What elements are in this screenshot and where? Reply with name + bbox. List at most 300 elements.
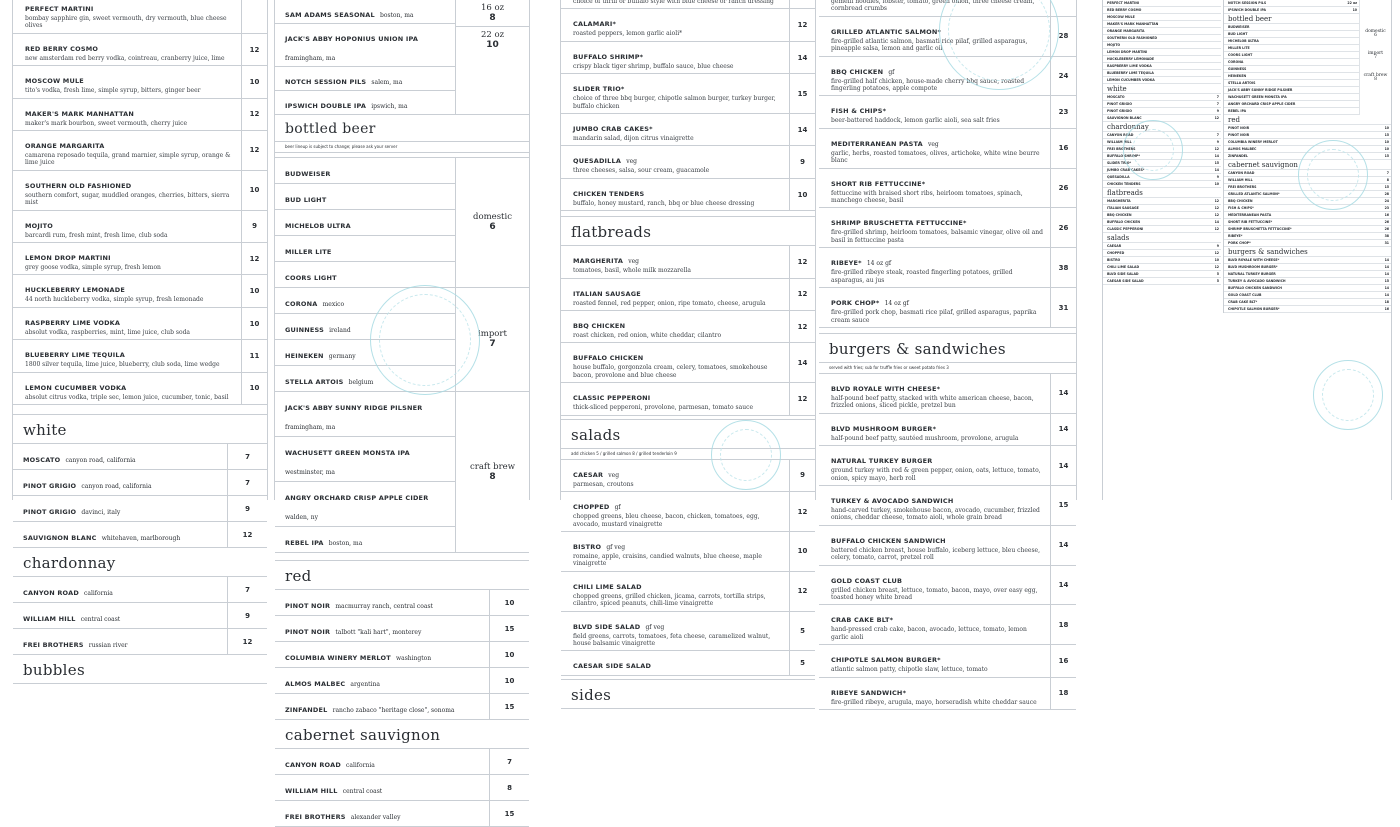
- mini-item-price: 14: [1384, 286, 1389, 290]
- mini-item-name: BLVD ROYALE WITH CHEESE*: [1228, 258, 1280, 262]
- beer-name: NOTCH SESSION PILS: [285, 78, 367, 86]
- mini-item-name: ZINFANDEL: [1228, 154, 1248, 158]
- item-price: 15: [489, 616, 529, 641]
- mini-bottled-label: [1360, 52, 1391, 60]
- domestic-beer: [275, 184, 455, 210]
- import-list: [275, 288, 455, 391]
- item-price: 12: [789, 492, 815, 531]
- item-name: NATURAL TURKEY BURGER: [831, 457, 933, 466]
- mini-item-name: MOSCATO: [1107, 95, 1125, 99]
- item-tag: gf veg: [606, 543, 626, 551]
- item-price: 12: [789, 311, 815, 342]
- import-block: [275, 288, 529, 392]
- item-name: MAKER'S MARK MANHATTAN: [25, 109, 135, 118]
- mini-item: [1224, 205, 1391, 212]
- item-description: buffalo, honey mustard, ranch, bbq or blue cheese dressing: [573, 199, 755, 207]
- item-price: 10: [789, 532, 815, 571]
- menu-item-body: [561, 246, 789, 277]
- import-beer: [275, 288, 455, 314]
- mini-item-price: 10: [1384, 126, 1389, 130]
- mini-item: [1224, 108, 1359, 115]
- item-price: 10: [241, 308, 267, 339]
- mini-item: [1103, 264, 1221, 271]
- mini-item-name: GUINNESS: [1228, 67, 1247, 71]
- item-price: 14: [1050, 374, 1076, 413]
- item-description: hand-carved turkey, smokehouse bacon, avocado, cucumber, frizzled onions, cheddar cheese, tomato aioli, whole grain bread: [831, 506, 1040, 522]
- item-name: BLUEBERRY LIME TEQUILA: [25, 351, 126, 360]
- mini-item-name: MOJITO: [1107, 43, 1121, 47]
- mini-item-name: WACHUSETT GREEN MONSTA IPA: [1228, 95, 1287, 99]
- item-price: 12: [789, 246, 815, 277]
- beer-name: BUDWEISER: [285, 170, 331, 178]
- menu-item: [819, 446, 1076, 486]
- item-origin: talbott "kali hart", monterey: [335, 629, 422, 636]
- menu-item: [275, 668, 529, 694]
- mini-label-text: import: [1367, 51, 1384, 56]
- item-name: PINOT NOIR: [285, 602, 331, 610]
- menu-item: [561, 343, 815, 383]
- menu-item-line: [573, 574, 783, 593]
- item-name: HUCKLEBERRY LEMONADE: [25, 286, 126, 295]
- item-description: half-pound beef patty, stacked with white american cheese, bacon, frizzled onions, sliced pickle, pretzel bun: [831, 394, 1034, 410]
- item-name: ITALIAN SAUSAGE: [573, 289, 641, 298]
- cabernet-list: [275, 749, 529, 827]
- mini-item: [1224, 125, 1391, 132]
- item-price: 10: [489, 642, 529, 667]
- menu-item-line: [573, 345, 783, 364]
- item-description: gemelli noodles, lobster, tomato, green onion, three cheese cream, cornbread crumbs: [831, 0, 1035, 13]
- item-name: PINOT GRIGIO: [23, 482, 77, 491]
- mini-item-price: 23: [1384, 206, 1389, 210]
- mini-item: [1224, 146, 1391, 153]
- item-price: [241, 0, 267, 33]
- item-tag: veg: [927, 140, 939, 148]
- item-price: 12: [227, 629, 267, 654]
- menu-item-line: [25, 213, 235, 232]
- mini-item: [1224, 0, 1359, 7]
- item-name: BISTRO: [573, 542, 602, 551]
- mini-item-price: 10: [1384, 147, 1389, 151]
- size-price: 8: [489, 13, 496, 23]
- item-price: 8: [489, 775, 529, 800]
- mini-item-name: PINOT GRIGIO: [1107, 109, 1132, 113]
- menu-item-line: [831, 250, 1044, 269]
- mini-item: [1103, 35, 1221, 42]
- item-price: 9: [789, 146, 815, 177]
- beer-origin: westminster, ma: [285, 469, 335, 476]
- mini-item: [1224, 87, 1359, 94]
- menu-item: [275, 642, 529, 668]
- mini-item: [1224, 177, 1391, 184]
- item-description: beer-battered haddock, lemon garlic aioli, sea salt fries: [831, 117, 1000, 125]
- menu-item-body: [275, 616, 489, 641]
- mini-item-name: SHORT RIB FETTUCCINE*: [1228, 220, 1273, 224]
- item-price: 7: [227, 470, 267, 495]
- mini-item-name: PORK CHOP*: [1228, 241, 1251, 245]
- item-price: 14: [789, 343, 815, 382]
- bottled-beer-heading: bottled beer: [275, 115, 529, 142]
- menu-item-body: [13, 629, 227, 654]
- menu-item-line: [831, 376, 1044, 395]
- size-price: 10: [486, 40, 499, 50]
- menu-overview-thumbnail: [1102, 0, 1392, 500]
- beer-name: SAM ADAMS SEASONAL: [285, 11, 375, 19]
- item-price: 24: [1050, 57, 1076, 96]
- mini-item: [1224, 198, 1391, 205]
- menu-item: [275, 694, 529, 720]
- menu-item: [819, 645, 1076, 677]
- mini-item-price: 9: [1216, 244, 1219, 248]
- menu-item-line: [831, 607, 1044, 626]
- mini-item: [1224, 80, 1359, 87]
- menu-item-line: [831, 290, 1044, 309]
- menu-item-body: [275, 775, 489, 800]
- beer-origin: germany: [328, 353, 356, 360]
- menu-item-line: [573, 148, 783, 167]
- menu-item-body: [561, 572, 789, 611]
- mini-cab-heading: cabernet sauvignon: [1224, 160, 1391, 170]
- mini-item: [1103, 14, 1221, 21]
- red-wine-list: [275, 590, 529, 720]
- mini-item-name: SAUVIGNON BLANC: [1107, 116, 1142, 120]
- mini-item-price: 38: [1384, 234, 1389, 238]
- mini-item-name: PINOT NOIR: [1228, 133, 1250, 137]
- menu-item: [13, 211, 267, 243]
- menu-item-body: [819, 169, 1050, 208]
- item-origin: whitehaven, marlborough: [101, 535, 181, 543]
- item-description: thick-sliced pepperoni, provolone, parmesan, tomato sauce: [573, 404, 753, 412]
- item-tag: veg: [626, 158, 637, 166]
- item-price: 23: [1050, 96, 1076, 127]
- item-description: field greens, carrots, tomatoes, feta cheese, caramelized walnut, house balsamic vinaigrette: [573, 632, 771, 647]
- mini-item: [1224, 191, 1391, 198]
- mini-item-price: 15: [1384, 279, 1389, 283]
- mini-chardonnay-list: [1103, 132, 1221, 153]
- menu-item-line: [25, 68, 235, 87]
- mini-item: [1224, 306, 1391, 313]
- beer-origin: ireland: [329, 327, 351, 334]
- item-price: 18: [1050, 605, 1076, 644]
- menu-item-body: [819, 96, 1050, 127]
- mini-red-heading: red: [1224, 115, 1391, 125]
- import-beer: [275, 366, 455, 391]
- mini-item-price: 12: [1214, 147, 1219, 151]
- mini-item-price: 14: [1384, 293, 1389, 297]
- mini-item-name: BLVD MUSHROOM BURGER*: [1228, 265, 1278, 269]
- item-description: house buffalo, gorgonzola cream, celery, tomatoes, smokehouse bacon, provolone and blue cheese: [573, 364, 768, 379]
- draft-beer-block: [275, 0, 529, 115]
- menu-item-line: [831, 448, 1044, 467]
- mini-item: [1224, 94, 1359, 101]
- mini-item-price: 10: [1214, 182, 1219, 186]
- mini-item-price: 8: [1386, 178, 1389, 182]
- menu-item-body: [819, 248, 1050, 287]
- mini-item-name: HEINEKEN: [1228, 74, 1247, 78]
- item-name: CAESAR SIDE SALAD: [573, 662, 652, 671]
- item-name: MEDITERRANEAN PASTA: [831, 139, 923, 148]
- menu-item: [561, 612, 815, 652]
- white-wine-heading: white: [13, 415, 267, 444]
- mini-salads-heading: salads: [1103, 233, 1221, 243]
- mini-item-name: NOTCH SESSION PILS: [1228, 1, 1267, 5]
- mini-item-price: 12: [1214, 199, 1219, 203]
- item-name: PORK CHOP*: [831, 299, 880, 308]
- menu-item: [561, 492, 815, 532]
- mini-item-price: 16: [1384, 307, 1389, 311]
- menu-item-line: [25, 0, 235, 15]
- mini-item: [1103, 174, 1221, 181]
- item-name: LEMON DROP MARTINI: [25, 254, 111, 263]
- domestic-price: 6: [489, 222, 496, 232]
- beer-name: CORONA: [285, 300, 318, 308]
- mini-item-name: ANGRY ORCHARD CRISP APPLE CIDER: [1228, 102, 1296, 106]
- menu-item-line: [25, 173, 235, 192]
- import-price: 7: [489, 339, 496, 349]
- mini-item-name: FREI BROTHERS: [1107, 147, 1136, 151]
- item-price: 11: [241, 340, 267, 371]
- mini-item: [1103, 77, 1221, 84]
- menu-item: [819, 0, 1076, 17]
- mini-item-name: CLASSIC PEPPERONI: [1107, 227, 1144, 231]
- menu-item-line: [573, 11, 783, 30]
- mini-label-text: domestic: [1365, 29, 1386, 34]
- menu-item-line: [23, 447, 221, 466]
- domestic-beer: [275, 158, 455, 184]
- item-tag: 14 oz gf: [866, 260, 892, 268]
- menu-item: [819, 208, 1076, 248]
- craft-beer: [275, 392, 455, 437]
- item-price: 14: [789, 114, 815, 145]
- menu-item: [819, 169, 1076, 209]
- item-price: 15: [789, 74, 815, 113]
- menu-item: [561, 246, 815, 278]
- mini-item-price: 12: [1214, 251, 1219, 255]
- item-name: BLVD SIDE SALAD: [573, 622, 641, 631]
- item-origin: california: [84, 590, 113, 598]
- item-price: 38: [1050, 248, 1076, 287]
- item-origin: california: [346, 762, 375, 769]
- item-description: grey goose vodka, simple syrup, fresh lemon: [25, 264, 161, 272]
- beer-name: WACHUSETT GREEN MONSTA IPA: [285, 449, 410, 457]
- mini-item-price: 9: [1216, 109, 1219, 113]
- item-description: choice of thrill or buffalo style with blue cheese or ranch dressing: [573, 0, 774, 5]
- mini-item: [1224, 73, 1359, 80]
- menu-item: [561, 42, 815, 74]
- mini-label-price: 7: [1374, 55, 1377, 60]
- draft-size: [456, 0, 529, 27]
- mini-chardonnay-heading: chardonnay: [1103, 122, 1221, 132]
- mini-item-name: COLUMBIA WINERY MERLOT: [1228, 140, 1278, 144]
- menu-item-line: [25, 133, 235, 152]
- menu-item-body: [819, 605, 1050, 644]
- beer-name: IPSWICH DOUBLE IPA: [285, 102, 367, 110]
- menu-item-body: [819, 678, 1050, 709]
- mini-item: [1103, 271, 1221, 278]
- item-origin: canyon road, california: [65, 457, 136, 465]
- mini-item-name: SHRIMP BRUSCHETTA FETTUCCINE*: [1228, 227, 1292, 231]
- draft-beer: [275, 0, 455, 24]
- mini-item-price: 7: [1216, 133, 1219, 137]
- mini-bottled-list: [1224, 24, 1359, 115]
- mini-item-name: MICHELOB ULTRA: [1228, 39, 1259, 43]
- menu-item-line: [573, 653, 783, 672]
- item-description: bombay sapphire gin, sweet vermouth, dry vermouth, blue cheese olives: [25, 15, 227, 30]
- salads-list: [561, 460, 815, 677]
- menu-item-line: [285, 671, 483, 690]
- item-description: garlic, herbs, roasted tomatoes, olives, artichoke, white wine beurre blanc: [831, 149, 1040, 165]
- watermark-seal: [1313, 360, 1383, 430]
- item-name: BUFFALO CHICKEN SANDWICH: [831, 536, 946, 545]
- mini-bottled-label: [1360, 74, 1391, 82]
- item-name: FREI BROTHERS: [285, 813, 346, 821]
- menu-item: [819, 288, 1076, 328]
- menu-item-body: [13, 34, 241, 65]
- item-name: FREI BROTHERS: [23, 641, 84, 650]
- mini-item: [1103, 56, 1221, 63]
- menu-item: [561, 0, 815, 9]
- cocktail-list: [13, 0, 267, 405]
- mini-item: [1224, 299, 1391, 306]
- mini-item: [1224, 226, 1391, 233]
- mini-item-name: IPSWICH DOUBLE IPA: [1228, 8, 1267, 12]
- domestic-beer: [275, 210, 455, 236]
- mini-item: [1103, 63, 1221, 70]
- item-price: 14: [1050, 566, 1076, 605]
- item-name: COLUMBIA WINERY MERLOT: [285, 654, 391, 662]
- menu-item: [561, 9, 815, 41]
- mini-item: [1103, 250, 1221, 257]
- menu-item-line: [25, 245, 235, 264]
- draft-size: [456, 27, 529, 53]
- item-name: WILLIAM HILL: [285, 787, 338, 795]
- item-price: 16: [1050, 129, 1076, 168]
- mini-entrees: [1224, 191, 1391, 247]
- beer-name: HEINEKEN: [285, 352, 324, 360]
- item-origin: russian river: [88, 642, 128, 650]
- mini-item-name: BUFFALO SHRIMP*: [1107, 154, 1140, 158]
- mini-item-name: SOUTHERN OLD FASHIONED: [1107, 36, 1157, 40]
- menu-item-body: [561, 9, 789, 40]
- item-name: GRILLED ATLANTIC SALMON*: [831, 27, 942, 36]
- item-origin: davinci, italy: [81, 509, 121, 517]
- mini-item-name: MARGHERITA: [1107, 199, 1131, 203]
- mini-item-name: BUFFALO CHICKEN SANDWICH: [1228, 286, 1282, 290]
- item-origin: rancho zabaco "heritage close", sonoma: [332, 707, 455, 714]
- menu-item-line: [831, 59, 1044, 78]
- mini-item: [1103, 101, 1221, 108]
- mini-item-name: RASPBERRY LIME VODKA: [1107, 64, 1152, 68]
- mini-flatbreads-list: [1103, 198, 1221, 233]
- mini-item-price: 10: [1214, 258, 1219, 262]
- mini-starters: [1103, 153, 1221, 188]
- import-beer: [275, 340, 455, 366]
- mini-label-text: craft brew: [1363, 73, 1388, 78]
- menu-item-body: [13, 99, 241, 130]
- item-price: 9: [789, 460, 815, 491]
- craft-label: [455, 392, 529, 552]
- mini-item-name: MOSCOW MULE: [1107, 15, 1135, 19]
- item-origin: alexander valley: [350, 814, 401, 821]
- menu-item-line: [573, 313, 783, 332]
- item-price: 12: [789, 572, 815, 611]
- mini-item-price: 7: [1386, 171, 1389, 175]
- item-price: 12: [241, 34, 267, 65]
- menu-item: [13, 496, 267, 522]
- mini-item-name: RED BERRY COSMO: [1107, 8, 1142, 12]
- mini-item-name: PINOT GRIGIO: [1107, 102, 1132, 106]
- menu-item-line: [23, 525, 221, 544]
- mini-item-name: BISTRO: [1107, 258, 1121, 262]
- chardonnay-list: [13, 577, 267, 655]
- mini-item: [1103, 146, 1221, 153]
- mini-item: [1224, 285, 1391, 292]
- menu-item-line: [23, 580, 221, 599]
- item-name: CANYON ROAD: [23, 589, 79, 598]
- item-name: SOUTHERN OLD FASHIONED: [25, 181, 132, 190]
- menu-item-line: [831, 488, 1044, 507]
- beer-name: COORS LIGHT: [285, 274, 337, 282]
- menu-item-body: [561, 343, 789, 382]
- salads-note: add chicken 5 / grilled salmon 8 / grilled tenderloin 9: [561, 449, 815, 460]
- menu-item: [819, 486, 1076, 526]
- item-price: 9: [241, 211, 267, 242]
- menu-item: [819, 414, 1076, 446]
- beer-origin: framingham, ma: [285, 55, 336, 62]
- mini-item: [1224, 139, 1391, 146]
- menu-item-line: [831, 98, 1044, 117]
- item-name: BUFFALO SHRIMP*: [573, 52, 644, 61]
- item-name: CAESAR: [573, 470, 604, 479]
- craft-beer: [275, 482, 455, 527]
- menu-item-body: [13, 340, 241, 371]
- mini-item: [1103, 160, 1221, 167]
- mini-item-name: ORANGE MARGARITA: [1107, 29, 1145, 33]
- item-price: 26: [1050, 169, 1076, 208]
- item-tag: veg: [628, 258, 639, 266]
- menu-item-line: [285, 619, 483, 638]
- item-description: fire-grilled shrimp, heirloom tomatoes, balsamic vinegar, olive oil and basil in fettuccine pasta: [831, 229, 1043, 244]
- mini-item: [1103, 181, 1221, 188]
- mini-item: [1103, 49, 1221, 56]
- menu-item: [13, 522, 267, 548]
- item-price: 10: [241, 373, 267, 404]
- item-tag: gf: [614, 504, 621, 512]
- menu-item-line: [573, 116, 783, 135]
- mini-item: [1224, 219, 1391, 226]
- menu-item-line: [831, 171, 1044, 190]
- menu-item-body: [819, 374, 1050, 413]
- item-description: half-pound beef patty, sautéed mushroom, provolone, arugula: [831, 434, 1019, 442]
- item-name: JUMBO CRAB CAKES*: [573, 125, 653, 134]
- item-price: 12: [789, 9, 815, 40]
- mini-col-left: [1103, 0, 1221, 285]
- mini-item-name: LEMON CUCUMBER VODKA: [1107, 78, 1155, 82]
- beer-origin: ipswich, ma: [371, 103, 408, 110]
- item-description: fire-grilled ribeye steak, roasted fingerling potatoes, grilled asparagus, au jus: [831, 269, 1013, 284]
- mini-item-name: PINOT NOIR: [1228, 126, 1250, 130]
- mini-item-price: 15: [1384, 133, 1389, 137]
- menu-item-line: [25, 277, 235, 296]
- item-name: TURKEY & AVOCADO SANDWICH: [831, 496, 954, 505]
- menu-item-line: [573, 281, 783, 300]
- item-price: 12: [241, 243, 267, 274]
- menu-item-line: [25, 310, 235, 329]
- menu-item: [13, 373, 267, 405]
- mini-item-name: BLUEBERRY LIME TEQUILA: [1107, 71, 1154, 75]
- size-ounces: 22 oz: [480, 30, 505, 40]
- menu-item: [13, 243, 267, 275]
- draft-beer-list: [275, 0, 455, 114]
